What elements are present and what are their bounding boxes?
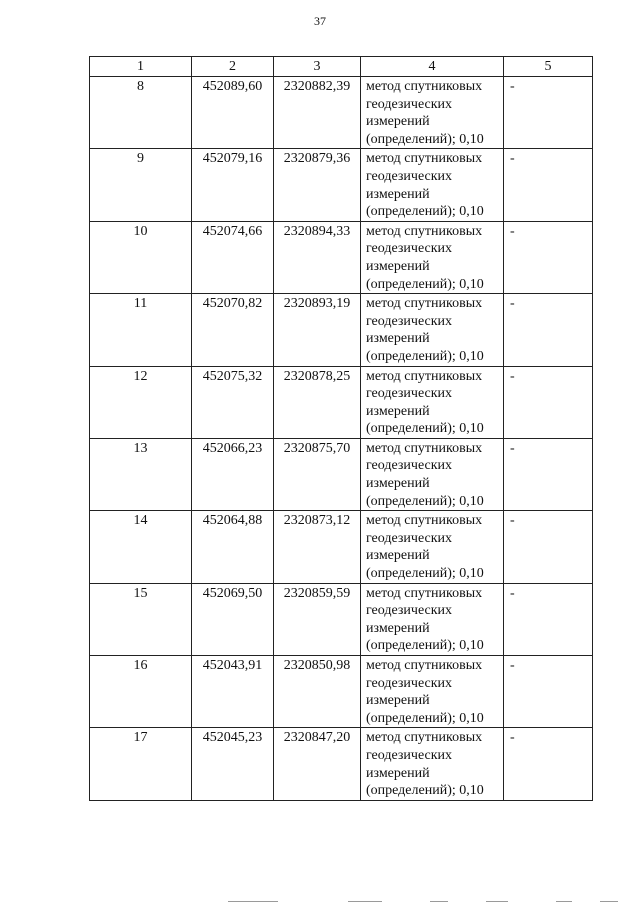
method-cell	[361, 149, 504, 221]
method-line: геодезических	[366, 96, 453, 112]
header-row	[90, 57, 593, 77]
method-line: (определений); 0,10	[366, 421, 484, 437]
header-col-2: 2	[192, 57, 274, 77]
y-coordinate-cell: 2320847,20	[274, 728, 361, 800]
header-col-4: 4	[361, 57, 504, 77]
y-coordinate-cell: 2320879,36	[274, 149, 361, 221]
x-coordinate-cell: 452075,32	[192, 366, 274, 438]
point-number-cell: 11	[90, 294, 192, 366]
point-number-cell: 15	[90, 583, 192, 655]
method-line: метод спутниковых	[366, 368, 483, 384]
page-number: 37	[314, 14, 326, 28]
point-number-cell: 10	[90, 221, 192, 293]
method-line: измерений	[366, 331, 430, 347]
description-cell: -	[504, 728, 593, 800]
method-cell	[361, 294, 504, 366]
method-line: геодезических	[366, 241, 453, 257]
method-line: геодезических	[366, 458, 453, 474]
x-coordinate-cell: 452069,50	[192, 583, 274, 655]
method-cell	[361, 511, 504, 583]
method-cell	[361, 728, 504, 800]
description-cell: -	[504, 438, 593, 510]
method-line: (определений); 0,10	[366, 493, 484, 509]
scan-edge-marks	[0, 900, 640, 905]
method-line: метод спутниковых	[366, 513, 483, 529]
method-line: геодезических	[366, 530, 453, 546]
method-line: метод спутниковых	[366, 658, 483, 673]
description-cell: -	[504, 77, 593, 149]
y-coordinate-cell: 2320875,70	[274, 438, 361, 510]
x-coordinate-cell: 452070,82	[192, 294, 274, 366]
description-cell: -	[504, 294, 593, 366]
header-col-5: 5	[504, 57, 593, 77]
table-row	[90, 511, 593, 583]
table-row	[90, 583, 593, 655]
table-header	[90, 57, 593, 77]
y-coordinate-cell: 2320859,59	[274, 583, 361, 655]
description-cell: -	[504, 656, 593, 728]
method-cell	[361, 77, 504, 149]
method-line: измерений	[366, 693, 430, 709]
method-line: метод спутниковых	[366, 223, 483, 239]
method-line: геодезических	[366, 313, 453, 329]
table-row	[90, 149, 593, 221]
point-number-cell: 8	[90, 77, 192, 149]
y-coordinate-cell: 2320882,39	[274, 77, 361, 149]
method-line: измерений	[366, 765, 430, 781]
method-line: геодезических	[366, 747, 453, 763]
point-number-cell: 17	[90, 728, 192, 800]
method-line: (определений); 0,10	[366, 348, 484, 364]
method-line: геодезических	[366, 603, 453, 619]
method-line: измерений	[366, 548, 430, 564]
description-cell: -	[504, 366, 593, 438]
x-coordinate-cell: 452066,23	[192, 438, 274, 510]
point-number-cell: 14	[90, 511, 192, 583]
method-line: (определений); 0,10	[366, 638, 484, 654]
method-line: геодезических	[366, 675, 453, 691]
method-cell	[361, 656, 504, 728]
table-row	[90, 728, 593, 800]
method-cell	[361, 366, 504, 438]
method-line: метод спутниковых	[366, 296, 483, 312]
header-col-1: 1	[90, 57, 192, 77]
y-coordinate-cell: 2320878,25	[274, 366, 361, 438]
method-line: метод спутниковых	[366, 79, 483, 94]
method-line: метод спутниковых	[366, 585, 483, 601]
table-row	[90, 438, 593, 510]
method-line: (определений); 0,10	[366, 566, 484, 582]
y-coordinate-cell: 2320850,98	[274, 656, 361, 728]
method-line: метод спутниковых	[366, 440, 483, 456]
method-line: метод спутниковых	[366, 151, 483, 167]
point-number-cell: 16	[90, 656, 192, 728]
method-cell	[361, 438, 504, 510]
table-row	[90, 221, 593, 293]
description-cell: -	[504, 511, 593, 583]
point-number-cell: 13	[90, 438, 192, 510]
x-coordinate-cell: 452074,66	[192, 221, 274, 293]
header-col-3: 3	[274, 57, 361, 77]
method-line: измерений	[366, 114, 430, 130]
method-line: геодезических	[366, 168, 453, 184]
y-coordinate-cell: 2320894,33	[274, 221, 361, 293]
point-number-cell: 9	[90, 149, 192, 221]
coordinates-table	[89, 56, 593, 801]
method-line: измерений	[366, 620, 430, 636]
x-coordinate-cell: 452079,16	[192, 149, 274, 221]
y-coordinate-cell: 2320893,19	[274, 294, 361, 366]
table-body	[90, 77, 593, 801]
description-cell: -	[504, 583, 593, 655]
method-cell	[361, 583, 504, 655]
point-number-cell: 12	[90, 366, 192, 438]
table-row	[90, 656, 593, 728]
method-line: (определений); 0,10	[366, 710, 484, 726]
table-row	[90, 77, 593, 149]
method-cell	[361, 221, 504, 293]
method-line: (определений); 0,10	[366, 204, 484, 220]
x-coordinate-cell: 452045,23	[192, 728, 274, 800]
description-cell: -	[504, 149, 593, 221]
x-coordinate-cell: 452064,88	[192, 511, 274, 583]
x-coordinate-cell: 452043,91	[192, 656, 274, 728]
table-row	[90, 366, 593, 438]
description-cell: -	[504, 221, 593, 293]
method-line: измерений	[366, 403, 430, 419]
method-line: (определений); 0,10	[366, 276, 484, 292]
method-line: измерений	[366, 258, 430, 274]
method-line: измерений	[366, 186, 430, 202]
method-line: (определений); 0,10	[366, 783, 484, 799]
table-row	[90, 294, 593, 366]
y-coordinate-cell: 2320873,12	[274, 511, 361, 583]
method-line: метод спутниковых	[366, 730, 483, 746]
x-coordinate-cell: 452089,60	[192, 77, 274, 149]
method-line: (определений); 0,10	[366, 131, 484, 147]
method-line: измерений	[366, 476, 430, 492]
method-line: геодезических	[366, 386, 453, 402]
